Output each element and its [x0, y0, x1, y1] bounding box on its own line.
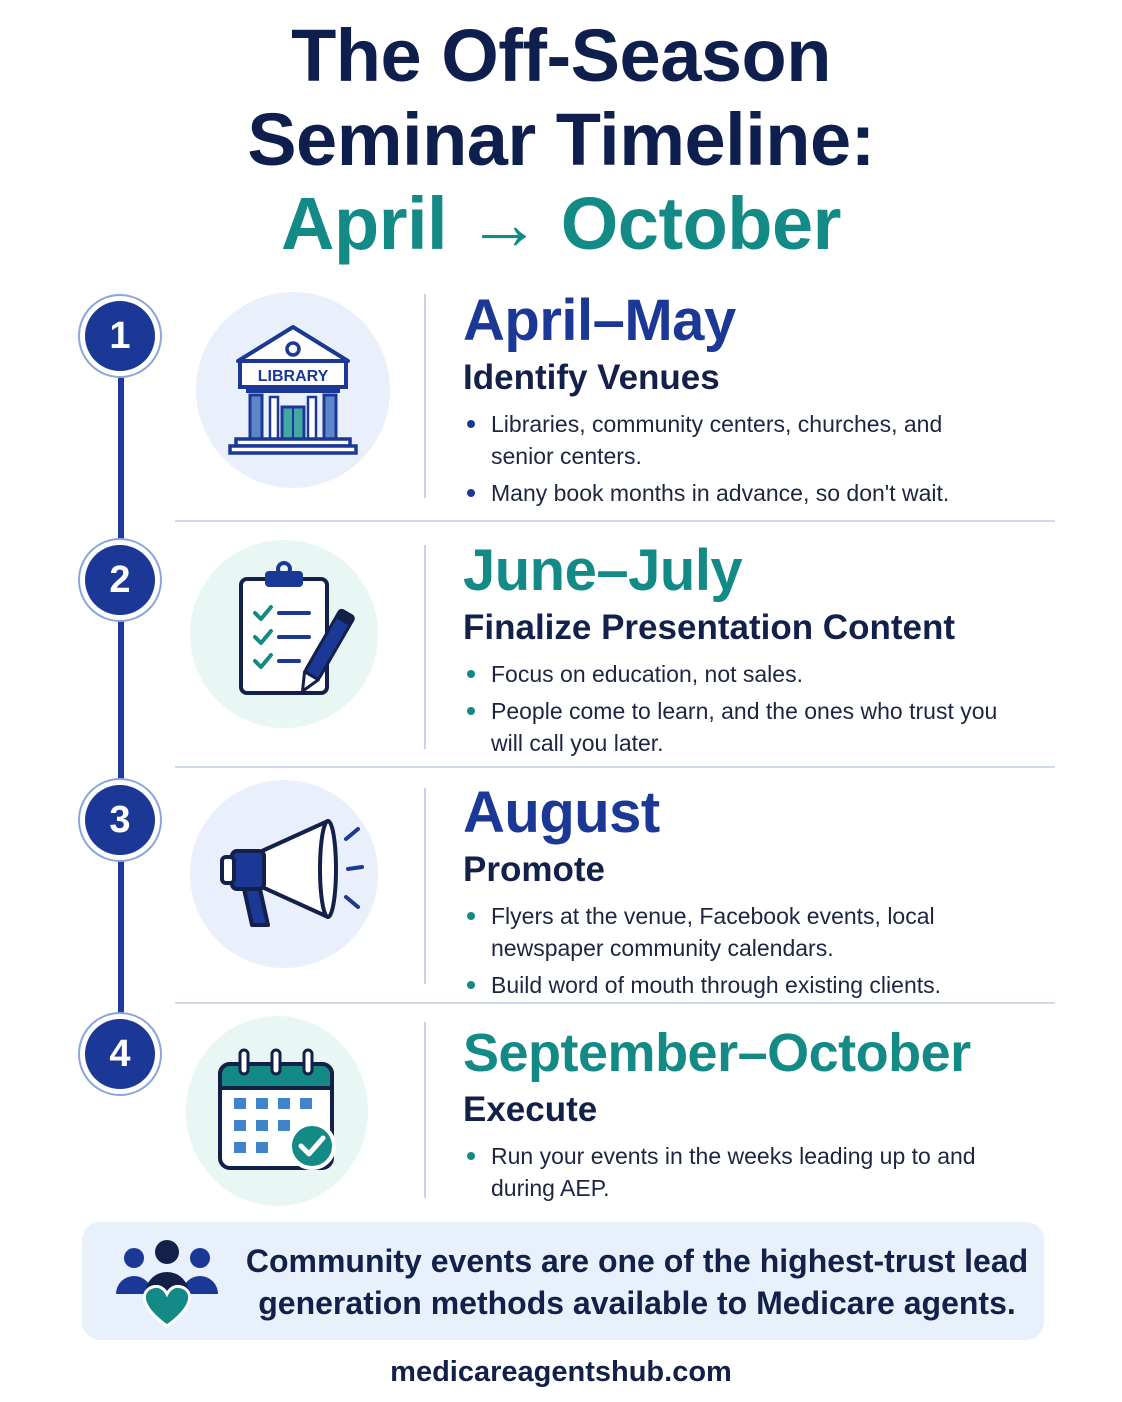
page-title-line-2: Seminar Timeline:: [247, 98, 875, 181]
step-2: [463, 538, 1103, 764]
step-4-badge: [78, 1012, 162, 1096]
step-2-divider: [424, 545, 426, 749]
step-2-heading: Finalize Presentation Content: [463, 608, 955, 647]
step-4-heading: Execute: [463, 1090, 598, 1129]
step-2-number: 2: [85, 545, 155, 615]
bullet-item: Flyers at the venue, Facebook events, local newspaper community calendars.: [463, 900, 1011, 964]
step-4-divider: [424, 1022, 426, 1198]
callout-text: Community events are one of the highest-trust lead generation methods available to Medicare agents.: [245, 1243, 1029, 1321]
step-2-icon-circle: [190, 540, 378, 728]
page-title-line-1: The Off-Season: [291, 14, 831, 97]
community-heart-icon: [112, 1236, 222, 1328]
step-1: [463, 288, 1103, 514]
library-sign-text: LIBRARY: [257, 368, 329, 385]
timeline-rail: [118, 340, 124, 1060]
step-1-date: April–May: [463, 288, 736, 353]
bullet-item: Run your events in the weeks leading up to and during AEP.: [463, 1140, 1011, 1204]
step-1-bullets: [463, 408, 1103, 509]
step-2-date: June–July: [463, 538, 743, 603]
step-4-bullets: [463, 1140, 1103, 1204]
step-4-number: 4: [85, 1019, 155, 1089]
step-3-divider: [424, 788, 426, 984]
page-subtitle-date-range: April → October: [281, 182, 841, 265]
step-4-icon-circle: [186, 1016, 368, 1206]
bullet-item: Libraries, community centers, churches, and senior centers.: [463, 408, 1011, 472]
step-1-badge: [78, 294, 162, 378]
step-2-bullets: [463, 658, 1103, 759]
step-1-divider: [424, 294, 426, 498]
step-3-date: August: [463, 780, 660, 845]
footer-website: medicareagentshub.com: [390, 1356, 732, 1388]
step-2-badge: [78, 538, 162, 622]
step-1-number: 1: [85, 301, 155, 371]
bullet-item: People come to learn, and the ones who trust you will call you later.: [463, 695, 1011, 759]
step-3-heading: Promote: [463, 850, 605, 889]
step-1-heading: Identify Venues: [463, 358, 720, 397]
step-1-icon-circle: [196, 292, 390, 488]
clipboard-checklist-icon: [209, 559, 359, 709]
step-3: [463, 780, 1103, 1006]
step-3-badge: [78, 778, 162, 862]
library-icon: [218, 315, 368, 465]
calendar-check-icon: [202, 1036, 352, 1186]
section-divider: [175, 766, 1055, 768]
step-4-date: September–October: [463, 1023, 971, 1083]
bullet-item: Many book months in advance, so don't wait.: [463, 477, 1011, 509]
callout-box: [82, 1222, 1044, 1340]
step-3-icon-circle: [190, 780, 378, 968]
megaphone-icon: [204, 799, 364, 949]
step-3-bullets: [463, 900, 1103, 1001]
step-3-number: 3: [85, 785, 155, 855]
section-divider: [175, 520, 1055, 522]
step-4: [463, 1020, 1103, 1209]
bullet-item: Build word of mouth through existing clients.: [463, 969, 1011, 1001]
bullet-item: Focus on education, not sales.: [463, 658, 1011, 690]
